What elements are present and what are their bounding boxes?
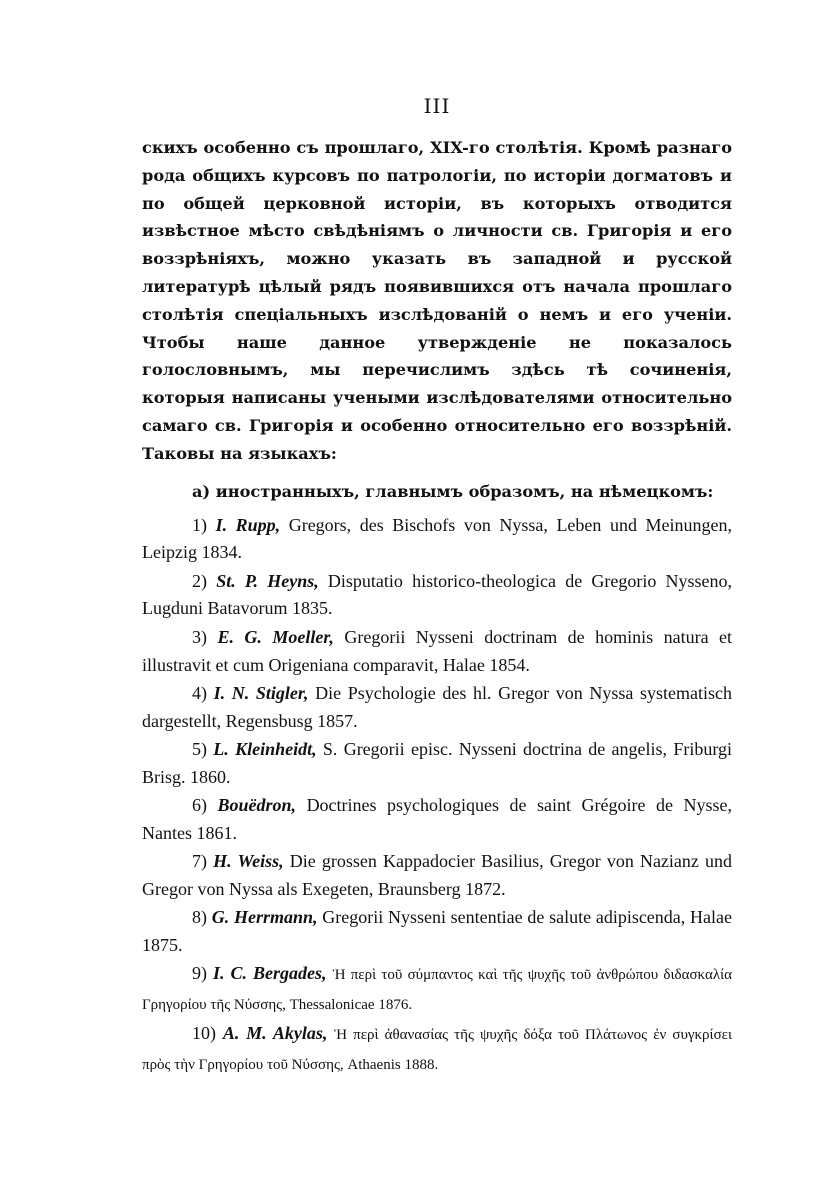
reference-8 — [142, 904, 732, 960]
reference-7 — [142, 848, 732, 904]
reference-text: Doctrines psychologiques de saint Grégoire de Nysse, Nantes 1861. — [142, 795, 733, 843]
reference-author: A. M. Akylas, — [222, 1023, 328, 1044]
reference-text: Die grossen Kappadocier Basilius, Gregor von Nazianz und Gregor von Nyssa als Exegeten, Braunsberg 1872. — [142, 851, 733, 899]
reference-text: Gregorii Nysseni doctrinam de hominis natura et illustravit et cum Origeniana comparavit, Halae 1854. — [142, 626, 733, 675]
reference-5 — [142, 736, 732, 792]
reference-2 — [142, 568, 732, 624]
reference-number: 9) — [192, 963, 207, 984]
reference-text: Gregorii Nysseni sententiae de salute adipiscenda, Halae 1875. — [142, 907, 732, 956]
reference-number: 4) — [192, 682, 207, 703]
document-page — [142, 94, 732, 1081]
reference-text: Gregors, des Bischofs von Nyssa, Leben und Meinungen, Leipzig 1834. — [142, 514, 733, 563]
reference-author: H. Weiss, — [213, 851, 284, 872]
reference-text: Die Psychologie des hl. Gregor von Nyssa systematisch dargestellt, Regensbusg 1857. — [142, 682, 732, 731]
reference-6 — [142, 792, 732, 848]
reference-number: 8) — [192, 907, 207, 928]
page-number: III — [423, 94, 451, 118]
reference-text: Ἡ περὶ ἀθανασίας τῆς ψυχῆς δόξα τοῦ Πλάτωνος ἐν συγκρίσει πρὸς τὴν Γρηγορίου τοῦ Νύσσης, Athaenis 1888. — [142, 1027, 732, 1074]
reference-author: G. Herrmann, — [211, 907, 318, 928]
reference-author: L. Kleinheidt, — [213, 738, 317, 759]
reference-number: 5) — [192, 738, 207, 759]
reference-number: 3) — [192, 626, 207, 647]
reference-text: S. Gregorii episc. Nysseni doctrina de angelis, Friburgi Brisg. 1860. — [142, 738, 733, 787]
reference-author: I. C. Bergades, — [213, 963, 327, 984]
reference-number: 2) — [192, 570, 207, 591]
section-heading-foreign: а) иностранныхъ, главнымъ образомъ, на нѣмецкомъ: — [192, 481, 714, 501]
reference-10 — [142, 1020, 732, 1080]
reference-9 — [142, 960, 732, 1020]
reference-number: 1) — [192, 514, 207, 535]
reference-3 — [142, 624, 732, 680]
reference-number: 10) — [192, 1023, 216, 1044]
intro-paragraph: скихъ особенно съ прошлаго, XIX-го столѣтія. Кромѣ разнаго рода общихъ курсовъ по патрологіи, по исторіи догматовъ и по общей церковной исторіи, въ которыхъ отводится извѣстное мѣсто свѣдѣніямъ о личности св. Григорія и его воззрѣніяхъ, можно указать въ западной и русской литературѣ цѣлый рядъ появившихся отъ начала прошлаго столѣтія спеціальныхъ изслѣдованій о немъ и его ученіи. Чтобы наше данное утвержденіе не показалось голословнымъ, мы перечислимъ здѣсь тѣ сочиненія, которыя написаны учеными изслѣдователями относительно самаго св. Григорія и особенно относительно его воззрѣній. Таковы на языкахъ: — [142, 138, 732, 463]
reference-author: E. G. Moeller, — [217, 626, 334, 647]
reference-number: 7) — [192, 851, 207, 872]
reference-4 — [142, 680, 732, 736]
reference-author: I. N. Stigler, — [213, 682, 309, 703]
reference-text: Disputatio historico-theologica de Gregorio Nysseno, Lugduni Batavorum 1835. — [142, 570, 733, 619]
reference-1 — [142, 512, 732, 568]
reference-author: St. P. Heyns, — [216, 570, 319, 591]
reference-author: Bouëdron, — [217, 795, 297, 816]
reference-author: I. Rupp, — [215, 514, 281, 535]
reference-text: Ἡ περὶ τοῦ σύμπαντος καὶ τῆς ψυχῆς τοῦ ἀνθρώπου διδασκαλία Γρηγορίου τῆς Νύσσης, Thessalonicae 1876. — [142, 967, 732, 1014]
reference-number: 6) — [192, 795, 207, 816]
